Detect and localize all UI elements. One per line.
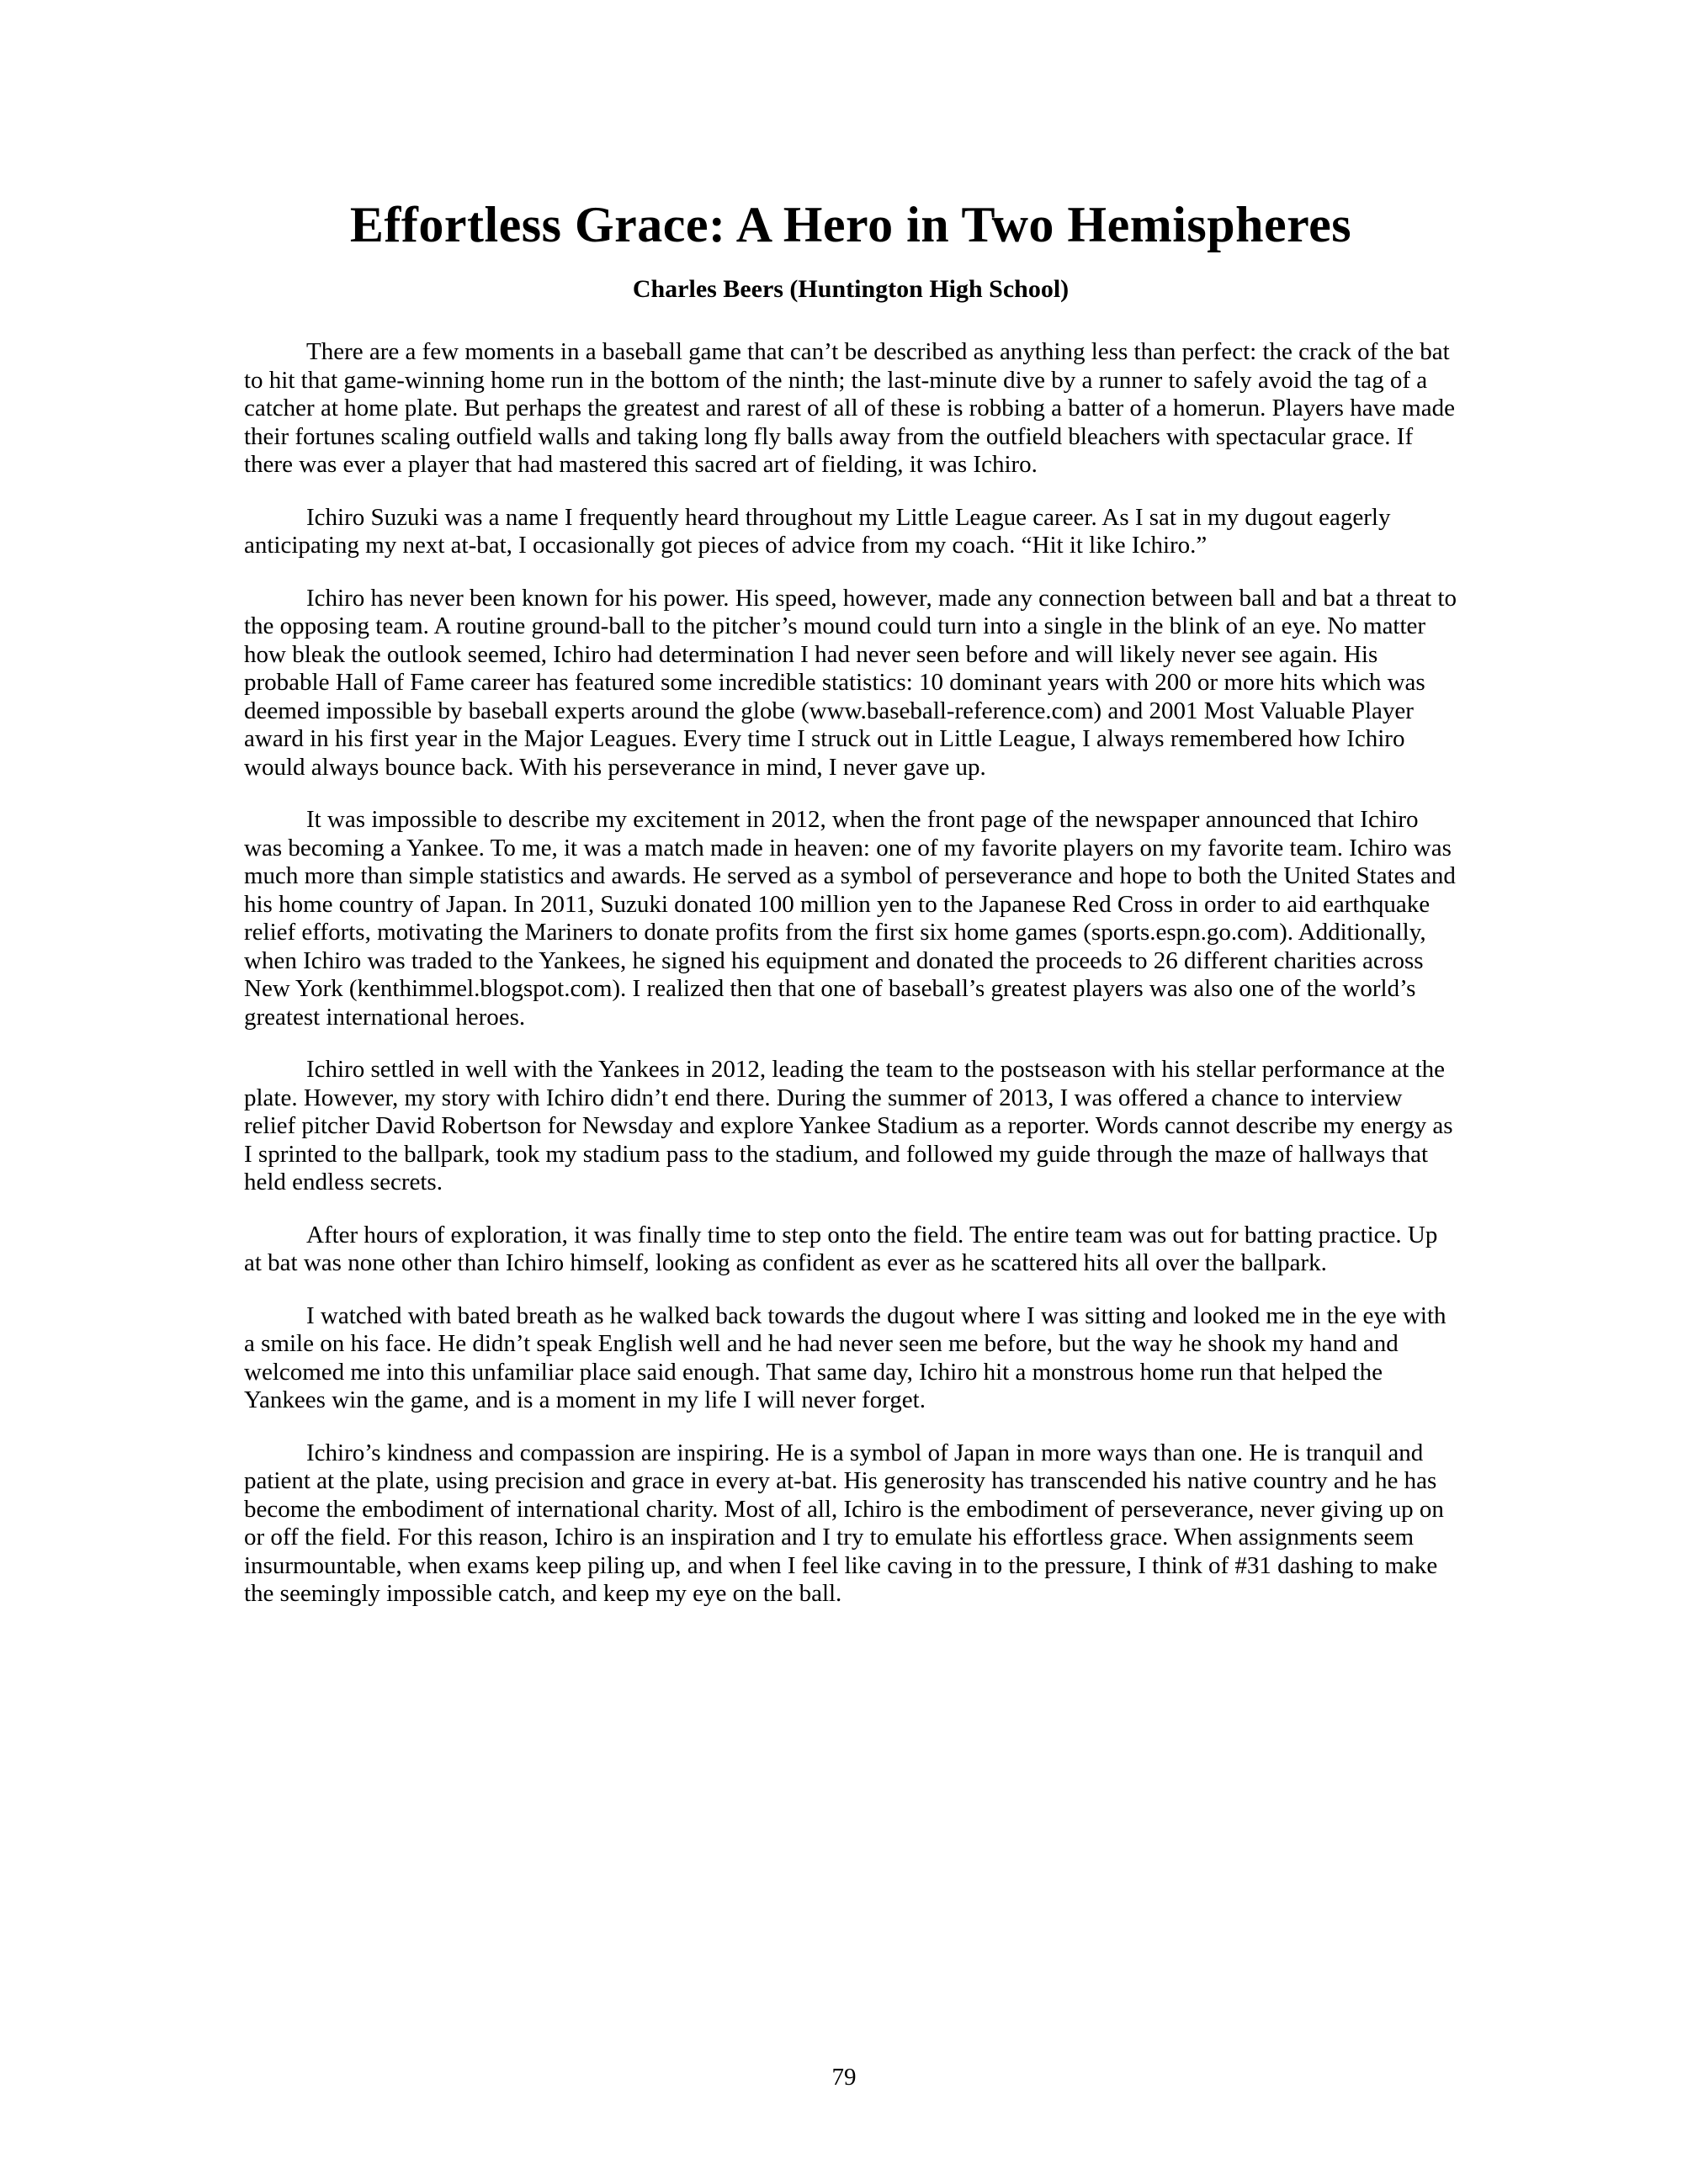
paragraph: There are a few moments in a baseball game that can’t be described as anything less than perfect: the crack of the bat to hit that game-winning home run in the bottom of the ninth; the last-minute dive by a runner to safely avoid the tag of a catcher at home plate. But perhaps the greatest and rarest of all of these is robbing a batter of a homerun. Players have made their fortunes scaling outfield walls and taking long fly balls away from the outfield bleachers with spectacular grace. If there was ever a player that had mastered this sacred art of fielding, it was Ichiro. <box>244 338 1455 478</box>
paragraph: After hours of exploration, it was finally time to step onto the field. The entire team was out for batting practice. Up at bat was none other than Ichiro himself, looking as confident as ever as he scattered hits all over the ballpark. <box>244 1221 1438 1276</box>
paragraph: I watched with bated breath as he walked back towards the dugout where I was sitting and looked me in the eye with a smile on his face. He didn’t speak English well and he had never seen me before, but the way he shook my hand and welcomed me into this unfamiliar place said enough. That same day, Ichiro hit a monstrous home run that helped the Yankees win the game, and is a moment in my life I will never forget. <box>244 1301 1446 1413</box>
paragraph: Ichiro has never been known for his power. His speed, however, made any connection between ball and bat a threat to the opposing team. A routine ground-ball to the pitcher’s mound could turn into a single in the blink of an eye. No matter how bleak the outlook seemed, Ichiro had determination I had never seen before and will likely never see again. His probable Hall of Fame career has featured some incredible statistics: 10 dominant years with 200 or more hits which was deemed impossible by baseball experts around the globe (www.baseball-reference.com) and 2001 Most Valuable Player award in his first year in the Major Leagues. Every time I struck out in Little League, I always remembered how Ichiro would always bounce back. With his perseverance in mind, I never gave up. <box>244 584 1457 781</box>
paragraph: It was impossible to describe my excitement in 2012, when the front page of the newspaper announced that Ichiro was becoming a Yankee. To me, it was a match made in heaven: one of my favorite players on my favorite team. Ichiro was much more than simple statistics and awards. He served as a symbol of perseverance and hope to both the United States and his home country of Japan. In 2011, Suzuki donated 100 million yen to the Japanese Red Cross in order to aid earthquake relief efforts, motivating the Mariners to donate profits from the first six home games (sports.espn.go.com). Additionally, when Ichiro was traded to the Yankees, he signed his equipment and donated the proceeds to 26 different charities across New York (kenthimmel.blogspot.com). I realized then that one of baseball’s greatest players was also one of the world’s greatest international heroes. <box>244 806 1456 1031</box>
page-title: Effortless Grace: A Hero in Two Hemispheres <box>349 197 1352 252</box>
essay-content <box>244 197 1457 1633</box>
paragraph: Ichiro settled in well with the Yankees in 2012, leading the team to the postseason with his stellar performance at the plate. However, my story with Ichiro didn’t end there. During the summer of 2013, I was offered a chance to interview relief pitcher David Robertson for Newsday and explore Yankee Stadium as a reporter. Words cannot describe my energy as I sprinted to the ballpark, took my stadium pass to the stadium, and followed my guide through the maze of hallways that held endless secrets. <box>244 1056 1453 1195</box>
page-number: 79 <box>831 2064 857 2091</box>
byline: Charles Beers (Huntington High School) <box>632 275 1070 303</box>
essay-body <box>244 338 1457 1609</box>
paragraph: Ichiro Suzuki was a name I frequently heard throughout my Little League career. As I sat in my dugout eagerly anticipating my next at-bat, I occasionally got pieces of advice from my coach. “Hit it like Ichiro.” <box>244 503 1391 559</box>
paragraph: Ichiro’s kindness and compassion are inspiring. He is a symbol of Japan in more ways than one. He is tranquil and patient at the plate, using precision and grace in every at-bat. His generosity has transcended his native country and he has become the embodiment of international charity. Most of all, Ichiro is the embodiment of perseverance, never giving up on or off the field. For this reason, Ichiro is an inspiration and I try to emulate his effortless grace. When assignments seem insurmountable, when exams keep piling up, and when I feel like caving in to the pressure, I think of #31 dashing to make the seemingly impossible catch, and keep my eye on the ball. <box>244 1439 1444 1607</box>
